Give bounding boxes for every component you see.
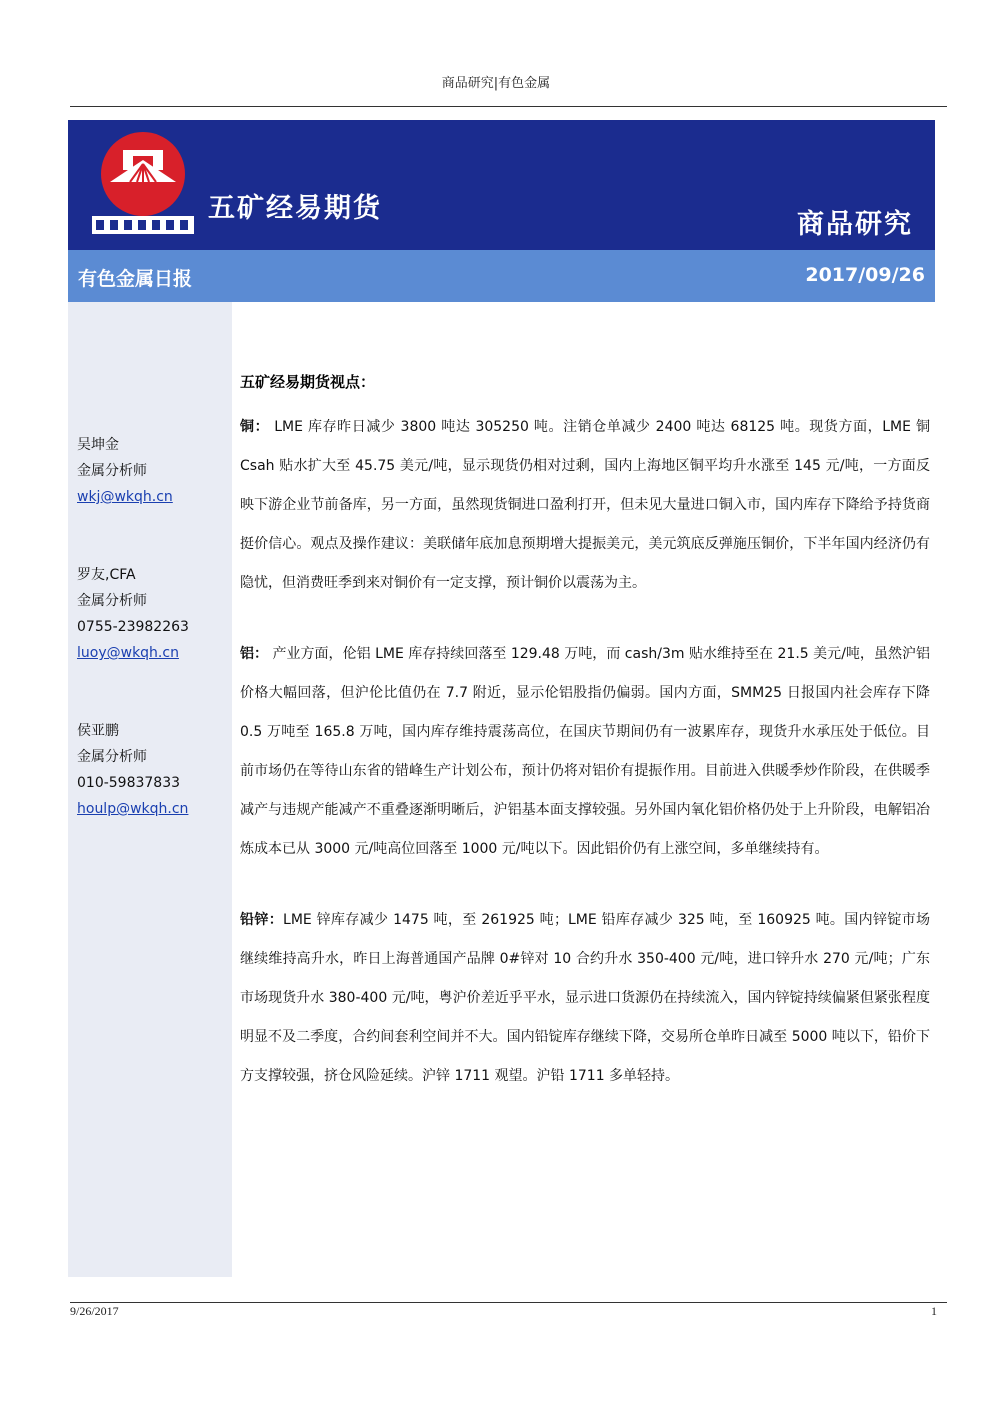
- analyst-title: 金属分析师: [77, 463, 147, 479]
- viewpoint-heading: 五矿经易期货视点：: [240, 373, 376, 391]
- analyst-phone: 010-59837833: [77, 775, 181, 791]
- analyst-name: 吴坤金: [77, 437, 119, 453]
- analyst-card: [77, 562, 189, 666]
- running-header-title: 商品研究|有色金属: [441, 76, 551, 91]
- analyst-email-link[interactable]: luoy@wkqh.cn: [77, 645, 179, 661]
- report-title-bar: [68, 250, 935, 302]
- footer-date: 9/26/2017: [70, 1304, 119, 1318]
- header-divider: [70, 106, 947, 107]
- analyst-name: 罗友,CFA: [77, 567, 136, 583]
- analyst-title: 金属分析师: [77, 749, 147, 765]
- report-date: 2017/09/26: [805, 264, 925, 286]
- aluminum-text: 产业方面，伦铝 LME 库存持续回落至 129.48 万吨，而 cash/3m 贴水维持至在 21.5 美元/吨，虽然沪铝价格大幅回落，但沪伦比值仍在 7.7 附近，显示伦铝股指仍偏弱。国内方面，SMM25 日报国内社会库存下降 0.5 万吨至 165.8 万吨，国内库存维持震荡高位，在国庆节期间仍有一波累库存，现货升水承压处于低位。目前市场仍在等待山东省的错峰生产计划公布，预计仍将对铝价有提振作用。目前进入供暖季炒作阶段，在供暖季减产与违规产能减产不重叠逐渐明晰后，沪铝基本面支撑较强。另外国内氧化铝价格仍处于上升阶段，电解铝冶炼成本已从 3000 元/吨高位回落至 1000 元/吨以下。因此铝价仍有上涨空间，多单继续持有。: [240, 646, 930, 857]
- analyst-phone: 0755-23982263: [77, 619, 189, 635]
- copper-label: 铜：: [240, 419, 270, 435]
- lead-zinc-section: [240, 901, 930, 1096]
- lead-zinc-text: LME 锌库存减少 1475 吨，至 261925 吨；LME 铅库存减少 325 吨，至 160925 吨。国内锌锭市场继续维持高升水，昨日上海普通国产品牌 0#锌对 10 合约升水 350-400 元/吨，进口锌升水 270 元/吨；广东市场现货升水 380-400 元/吨，粤沪价差近乎平水，显示进口货源仍在持续流入，国内锌锭持续偏紧但紧张程度明显不及二季度，合约间套利空间并不大。国内铅锭库存继续下降，交易所仓单昨日减至 5000 吨以下，铅价下方支撑较强，挤仓风险延续。沪锌 1711 观望。沪铅 1711 多单轻持。: [240, 912, 931, 1084]
- section-label: 商品研究: [797, 209, 913, 240]
- analyst-card: [77, 718, 188, 822]
- aluminum-label: 铝：: [240, 646, 269, 662]
- report-name: 有色金属日报: [78, 268, 193, 290]
- analyst-email-link[interactable]: wkj@wkqh.cn: [77, 489, 173, 505]
- brand-name: 五矿经易期货: [208, 193, 382, 224]
- analyst-title: 金属分析师: [77, 593, 147, 609]
- lead-zinc-label: 铅锌：: [240, 912, 284, 928]
- analyst-name: 侯亚鹏: [77, 723, 119, 739]
- aluminum-section: [240, 635, 930, 869]
- report-body: [240, 362, 930, 1128]
- copper-text: LME 库存昨日减少 3800 吨达 305250 吨。注销仓单减少 2400 吨达 68125 吨。现货方面，LME 铜 Csah 贴水扩大至 45.75 美元/吨，显示现货仍相对过剩，国内上海地区铜平均升水涨至 145 元/吨，一方面反映下游企业节前备库，另一方面，虽然现货铜进口盈利打开，但未见大量进口铜入市，国内库存下降给予持货商挺价信心。观点及操作建议：美联储年底加息预期增大提振美元，美元筑底反弹施压铜价，下半年国内经济仍有隐忧，但消费旺季到来对铜价有一定支撑，预计铜价以震荡为主。: [240, 419, 931, 591]
- analyst-card: [77, 432, 173, 510]
- analyst-email-link[interactable]: houlp@wkqh.cn: [77, 801, 189, 817]
- analyst-sidebar: [68, 302, 232, 1277]
- page-number: 1: [931, 1304, 937, 1318]
- copper-section: [240, 408, 930, 603]
- footer-divider: [70, 1302, 947, 1303]
- brand-banner: [68, 120, 935, 250]
- minmetals-logo: [90, 130, 196, 240]
